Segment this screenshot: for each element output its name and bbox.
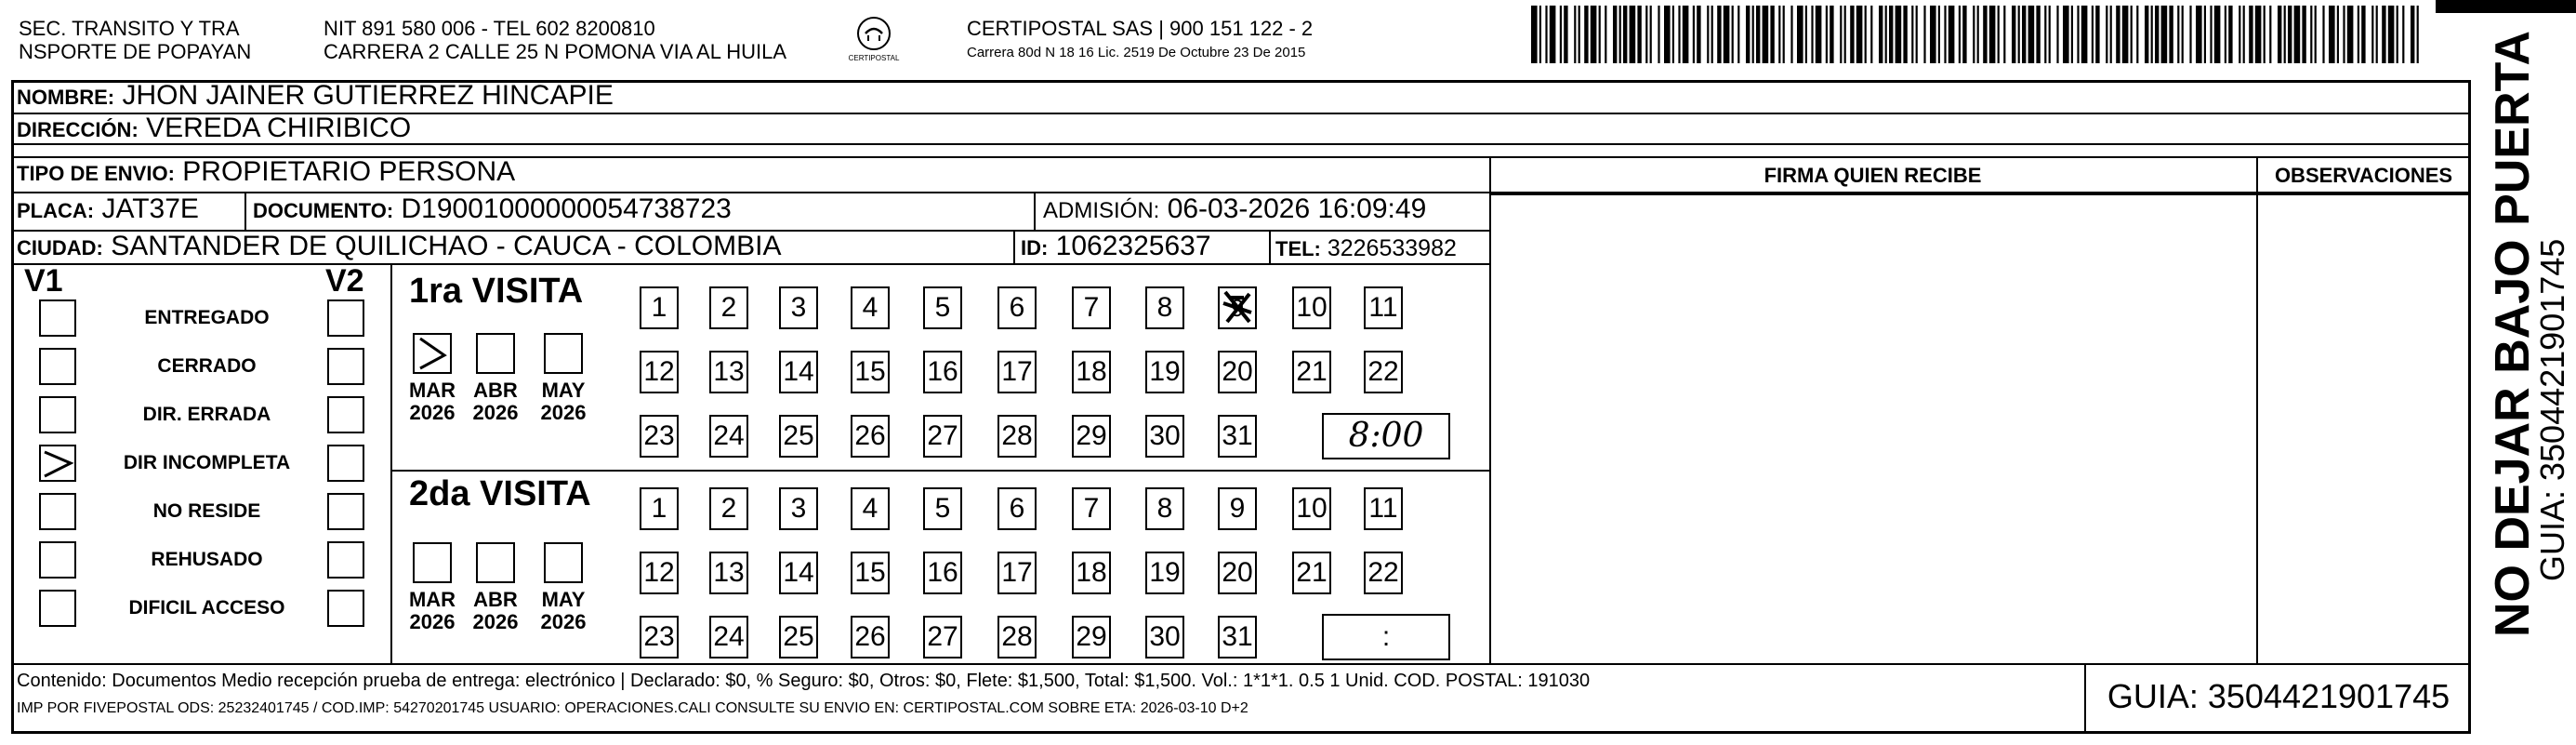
day-checkbox[interactable]: 6 — [997, 487, 1037, 530]
logo-text: CERTIPOSTAL — [848, 54, 900, 62]
day-checkbox[interactable]: 20 — [1218, 351, 1257, 393]
day-checkbox[interactable]: 29 — [1072, 616, 1111, 659]
day-checkbox[interactable]: 5 — [923, 286, 962, 329]
shipment-type: PROPIETARIO PERSONA — [182, 156, 516, 187]
shipment-type-row — [17, 156, 515, 190]
month-checkbox[interactable] — [413, 542, 452, 583]
courier-name: CERTIPOSTAL SAS | 900 151 122 - 2 — [967, 17, 1314, 40]
month-checkbox[interactable] — [476, 542, 515, 583]
day-checkbox[interactable]: 19 — [1145, 351, 1184, 393]
day-checkbox[interactable]: 17 — [997, 552, 1037, 594]
document-value: D19001000000054738723 — [401, 193, 732, 224]
month-checkbox[interactable] — [476, 333, 515, 374]
svg-text:9: 9 — [1230, 294, 1245, 322]
day-checkbox[interactable]: 3 — [779, 286, 818, 329]
recipient-address-row — [17, 113, 411, 146]
day-checkbox[interactable]: 30 — [1145, 616, 1184, 659]
side-warning: NO DEJAR BAJO PUERTA — [2486, 30, 2540, 637]
month-label: MAR 2026 — [408, 379, 456, 424]
month-label: ABR 2026 — [472, 588, 519, 633]
day-checkbox[interactable]: 10 — [1292, 286, 1331, 329]
day-checkbox[interactable]: 21 — [1292, 351, 1331, 393]
admission-value: 06-03-2026 16:09:49 — [1167, 193, 1427, 224]
month-checkbox[interactable] — [544, 542, 583, 583]
v2-checkbox[interactable] — [327, 396, 364, 433]
status-label: NO RESIDE — [152, 500, 261, 522]
day-checkbox[interactable]: 21 — [1292, 552, 1331, 594]
type-label: TIPO DE ENVIO: — [17, 162, 175, 185]
signature-header: FIRMA QUIEN RECIBE — [1764, 164, 1982, 187]
tel-value: 3226533982 — [1327, 235, 1457, 261]
v1-checkbox[interactable] — [39, 396, 76, 433]
observations-area[interactable] — [2258, 195, 2469, 661]
sender-nit: NIT 891 580 006 - TEL 602 8200810 — [324, 17, 655, 40]
v1-checkbox[interactable] — [39, 299, 76, 337]
v1-checkbox[interactable] — [39, 445, 76, 482]
footer-print-info: IMP POR FIVEPOSTAL ODS: 25232401745 / COD.IMP: 54270201745 USUARIO: OPERACIONES.CALI CONSULTE SU ENVIO EN: CERTIPOSTAL.COM SOBRE ETA: 2026-03-10 D+2 — [17, 700, 1248, 716]
address-label: DIRECCIÓN: — [17, 118, 139, 141]
admission-row — [1043, 193, 1426, 227]
day-checkbox[interactable]: 26 — [851, 616, 890, 659]
sender-name-line1: SEC. TRANSITO Y TRA — [19, 17, 240, 40]
day-checkbox[interactable]: 12 — [640, 552, 679, 594]
status-label: CERRADO — [157, 355, 257, 377]
day-checkbox[interactable]: 25 — [779, 616, 818, 659]
status-label: DIFICIL ACCESO — [128, 597, 285, 619]
v2-checkbox[interactable] — [327, 590, 364, 627]
day-checkbox[interactable]: 18 — [1072, 351, 1111, 393]
tel-row — [1275, 233, 1457, 265]
courier-address: Carrera 80d N 18 16 Lic. 2519 De Octubre 23 De 2015 — [967, 45, 1306, 60]
check-mark-icon — [415, 335, 450, 372]
day-checkbox[interactable]: 6 — [997, 286, 1037, 329]
status-label: DIR INCOMPLETA — [123, 452, 291, 473]
visit1-title: 1ra VISITA — [409, 272, 584, 311]
month-label: MAY 2026 — [540, 379, 587, 424]
day-checkbox[interactable]: 4 — [851, 487, 890, 530]
id-value: 1062325637 — [1055, 231, 1211, 261]
month-checkbox[interactable] — [413, 333, 452, 374]
month-label: MAY 2026 — [540, 588, 587, 633]
v2-checkbox[interactable] — [327, 445, 364, 482]
day-checkbox[interactable]: 5 — [923, 487, 962, 530]
recipient-name: JHON JAINER GUTIERREZ HINCAPIE — [122, 80, 614, 111]
footer-guia: GUIA: 3504421901745 — [2107, 677, 2451, 715]
day-checkbox[interactable]: 2 — [709, 487, 748, 530]
day-checkbox[interactable]: 13 — [709, 552, 748, 594]
day-checkbox[interactable]: 3 — [779, 487, 818, 530]
recipient-name-row — [17, 80, 614, 113]
corner-mark — [2436, 0, 2576, 13]
visit-time-field[interactable]: : — [1322, 614, 1450, 660]
day-checkbox[interactable]: 8 — [1145, 286, 1184, 329]
day-checkbox[interactable]: 10 — [1292, 487, 1331, 530]
city-value: SANTANDER DE QUILICHAO - CAUCA - COLOMBIA — [111, 231, 782, 261]
v1-checkbox[interactable] — [39, 493, 76, 530]
day-checkbox[interactable]: 7 — [1072, 487, 1111, 530]
day-checkbox[interactable]: 16 — [923, 552, 962, 594]
name-label: NOMBRE: — [17, 86, 115, 109]
status-label: DIR. ERRADA — [142, 404, 271, 425]
id-row — [1021, 231, 1211, 264]
signature-area[interactable] — [1491, 195, 2254, 661]
month-checkbox[interactable] — [544, 333, 583, 374]
v1-checkbox[interactable] — [39, 541, 76, 579]
day-checkbox[interactable]: 25 — [779, 415, 818, 458]
plate-row — [17, 193, 199, 227]
day-checkbox[interactable]: 9 — [1218, 487, 1257, 530]
document-label: DOCUMENTO: — [253, 199, 394, 222]
month-label: ABR 2026 — [472, 379, 519, 424]
day-checkbox[interactable]: 1 — [640, 286, 679, 329]
city-label: CIUDAD: — [17, 236, 103, 259]
day-checkbox[interactable]: 24 — [709, 616, 748, 659]
day-checkbox[interactable]: 12 — [640, 351, 679, 393]
day-checkbox[interactable]: 24 — [709, 415, 748, 458]
v1-header: V1 — [24, 263, 63, 299]
day-checkbox[interactable]: 27 — [923, 415, 962, 458]
footer-contents: Contenido: Documentos Medio recepción prueba de entrega: electrónico | Declarado: $0, % Seguro: $0, Otros: $0, Flete: $1,500, Total: $1,500. Vol.: 1*1*1. 0.5 1 Unid. COD. POSTAL: 191030 — [17, 671, 1591, 691]
v2-checkbox[interactable] — [327, 299, 364, 337]
recipient-address: VEREDA CHIRIBICO — [146, 113, 412, 143]
tel-label: TEL: — [1275, 237, 1321, 260]
day-checkbox[interactable]: 31 — [1218, 616, 1257, 659]
visit2-title: 2da VISITA — [409, 474, 591, 513]
document-row — [253, 193, 732, 227]
day-checkbox[interactable]: 26 — [851, 415, 890, 458]
day-checkbox[interactable] — [1218, 286, 1257, 329]
day-checkbox[interactable]: 4 — [851, 286, 890, 329]
v2-header: V2 — [325, 263, 364, 299]
day-checkbox[interactable]: 23 — [640, 616, 679, 659]
day-checkbox[interactable]: 15 — [851, 552, 890, 594]
month-label: MAR 2026 — [408, 588, 456, 633]
day-checkbox[interactable]: 8 — [1145, 487, 1184, 530]
plate-label: PLACA: — [17, 199, 95, 222]
status-label: ENTREGADO — [144, 307, 270, 328]
day-checkbox[interactable]: 1 — [640, 487, 679, 530]
status-label: REHUSADO — [151, 549, 263, 570]
barcode — [1529, 6, 2422, 63]
day-checkbox[interactable]: 20 — [1218, 552, 1257, 594]
day-checkbox[interactable]: 19 — [1145, 552, 1184, 594]
day-checkbox[interactable]: 14 — [779, 552, 818, 594]
v1-checkbox[interactable] — [39, 590, 76, 627]
side-guia: GUIA: 3504421901745 — [2533, 238, 2571, 581]
day-checkbox[interactable]: 22 — [1364, 351, 1403, 393]
v2-checkbox[interactable] — [327, 541, 364, 579]
day-checkbox[interactable]: 16 — [923, 351, 962, 393]
day-checkbox[interactable]: 31 — [1218, 415, 1257, 458]
day-checkbox[interactable]: 23 — [640, 415, 679, 458]
day-checkbox[interactable]: 15 — [851, 351, 890, 393]
day-checkbox[interactable]: 27 — [923, 616, 962, 659]
sender-address: CARRERA 2 CALLE 25 N POMONA VIA AL HUILA — [324, 40, 787, 63]
day-checkbox[interactable]: 11 — [1364, 286, 1403, 329]
certipostal-logo — [846, 13, 902, 63]
sender-name-line2: NSPORTE DE POPAYAN — [19, 40, 252, 63]
day-checkbox[interactable]: 29 — [1072, 415, 1111, 458]
day-checkbox[interactable]: 22 — [1364, 552, 1403, 594]
day-checkbox[interactable]: 30 — [1145, 415, 1184, 458]
day-checkbox[interactable]: 2 — [709, 286, 748, 329]
visit-time-field[interactable]: 8:00 — [1322, 413, 1450, 459]
v1-checkbox[interactable] — [39, 348, 76, 385]
day-checkbox[interactable]: 7 — [1072, 286, 1111, 329]
day-checkbox[interactable]: 28 — [997, 616, 1037, 659]
observations-header: OBSERVACIONES — [2274, 164, 2453, 187]
v2-checkbox[interactable] — [327, 493, 364, 530]
city-row — [17, 231, 781, 264]
v2-checkbox[interactable] — [327, 348, 364, 385]
admission-label: ADMISIÓN: — [1043, 198, 1160, 223]
day-checkbox[interactable]: 14 — [779, 351, 818, 393]
day-checkbox[interactable]: 28 — [997, 415, 1037, 458]
day-checkbox[interactable]: 17 — [997, 351, 1037, 393]
check-mark-icon — [41, 446, 74, 480]
plate-value: JAT37E — [101, 193, 199, 224]
id-label: ID: — [1021, 236, 1049, 259]
day-checkbox[interactable]: 18 — [1072, 552, 1111, 594]
day-checkbox[interactable]: 11 — [1364, 487, 1403, 530]
day-checkbox[interactable]: 13 — [709, 351, 748, 393]
